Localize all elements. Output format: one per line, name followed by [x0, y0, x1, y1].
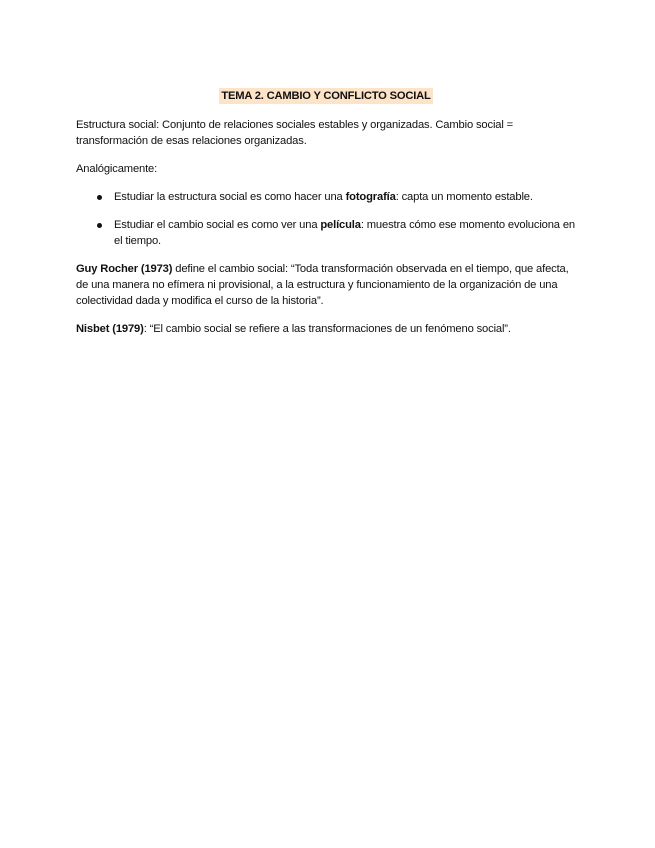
- document-title: TEMA 2. CAMBIO Y CONFLICTO SOCIAL: [221, 90, 431, 102]
- list-item-bold: película: [320, 219, 361, 231]
- list-item-text-post: : capta un momento estable.: [395, 191, 533, 203]
- analogy-intro: Analógicamente:: [76, 163, 158, 175]
- list-item-text-post: : muestra cómo ese momento evoluciona en el tiempo.: [114, 219, 575, 247]
- nisbet-author: Nisbet (1979): [76, 323, 144, 335]
- document-body: [76, 88, 576, 349]
- analogy-list: [76, 189, 576, 249]
- list-item-bold: fotografía: [345, 191, 396, 203]
- list-item: [76, 189, 576, 205]
- list-item-text-pre: Estudiar la estructura social es como hacer una: [114, 191, 346, 203]
- title-container: [76, 88, 576, 104]
- definition-paragraph: Estructura social: Conjunto de relaciones sociales estables y organizadas. Cambio social = transformación de esas relaciones organizadas.: [76, 119, 514, 147]
- rocher-quote: define el cambio social: “Toda transformación observada en el tiempo, que afecta, de una manera no efímera ni provisional, a la estructura y funcionamiento de la organización de una colectividad dada y modifica el curso de la historia”.: [76, 263, 569, 307]
- rocher-paragraph: [76, 261, 576, 309]
- list-item-text-pre: Estudiar el cambio social es como ver una: [114, 219, 321, 231]
- bullet-icon: [97, 195, 102, 200]
- nisbet-paragraph: [76, 321, 576, 337]
- rocher-author: Guy Rocher (1973): [76, 263, 173, 275]
- bullet-icon: [97, 223, 102, 228]
- list-item: [76, 217, 576, 249]
- nisbet-quote: : “El cambio social se refiere a las transformaciones de un fenómeno social”.: [143, 323, 511, 335]
